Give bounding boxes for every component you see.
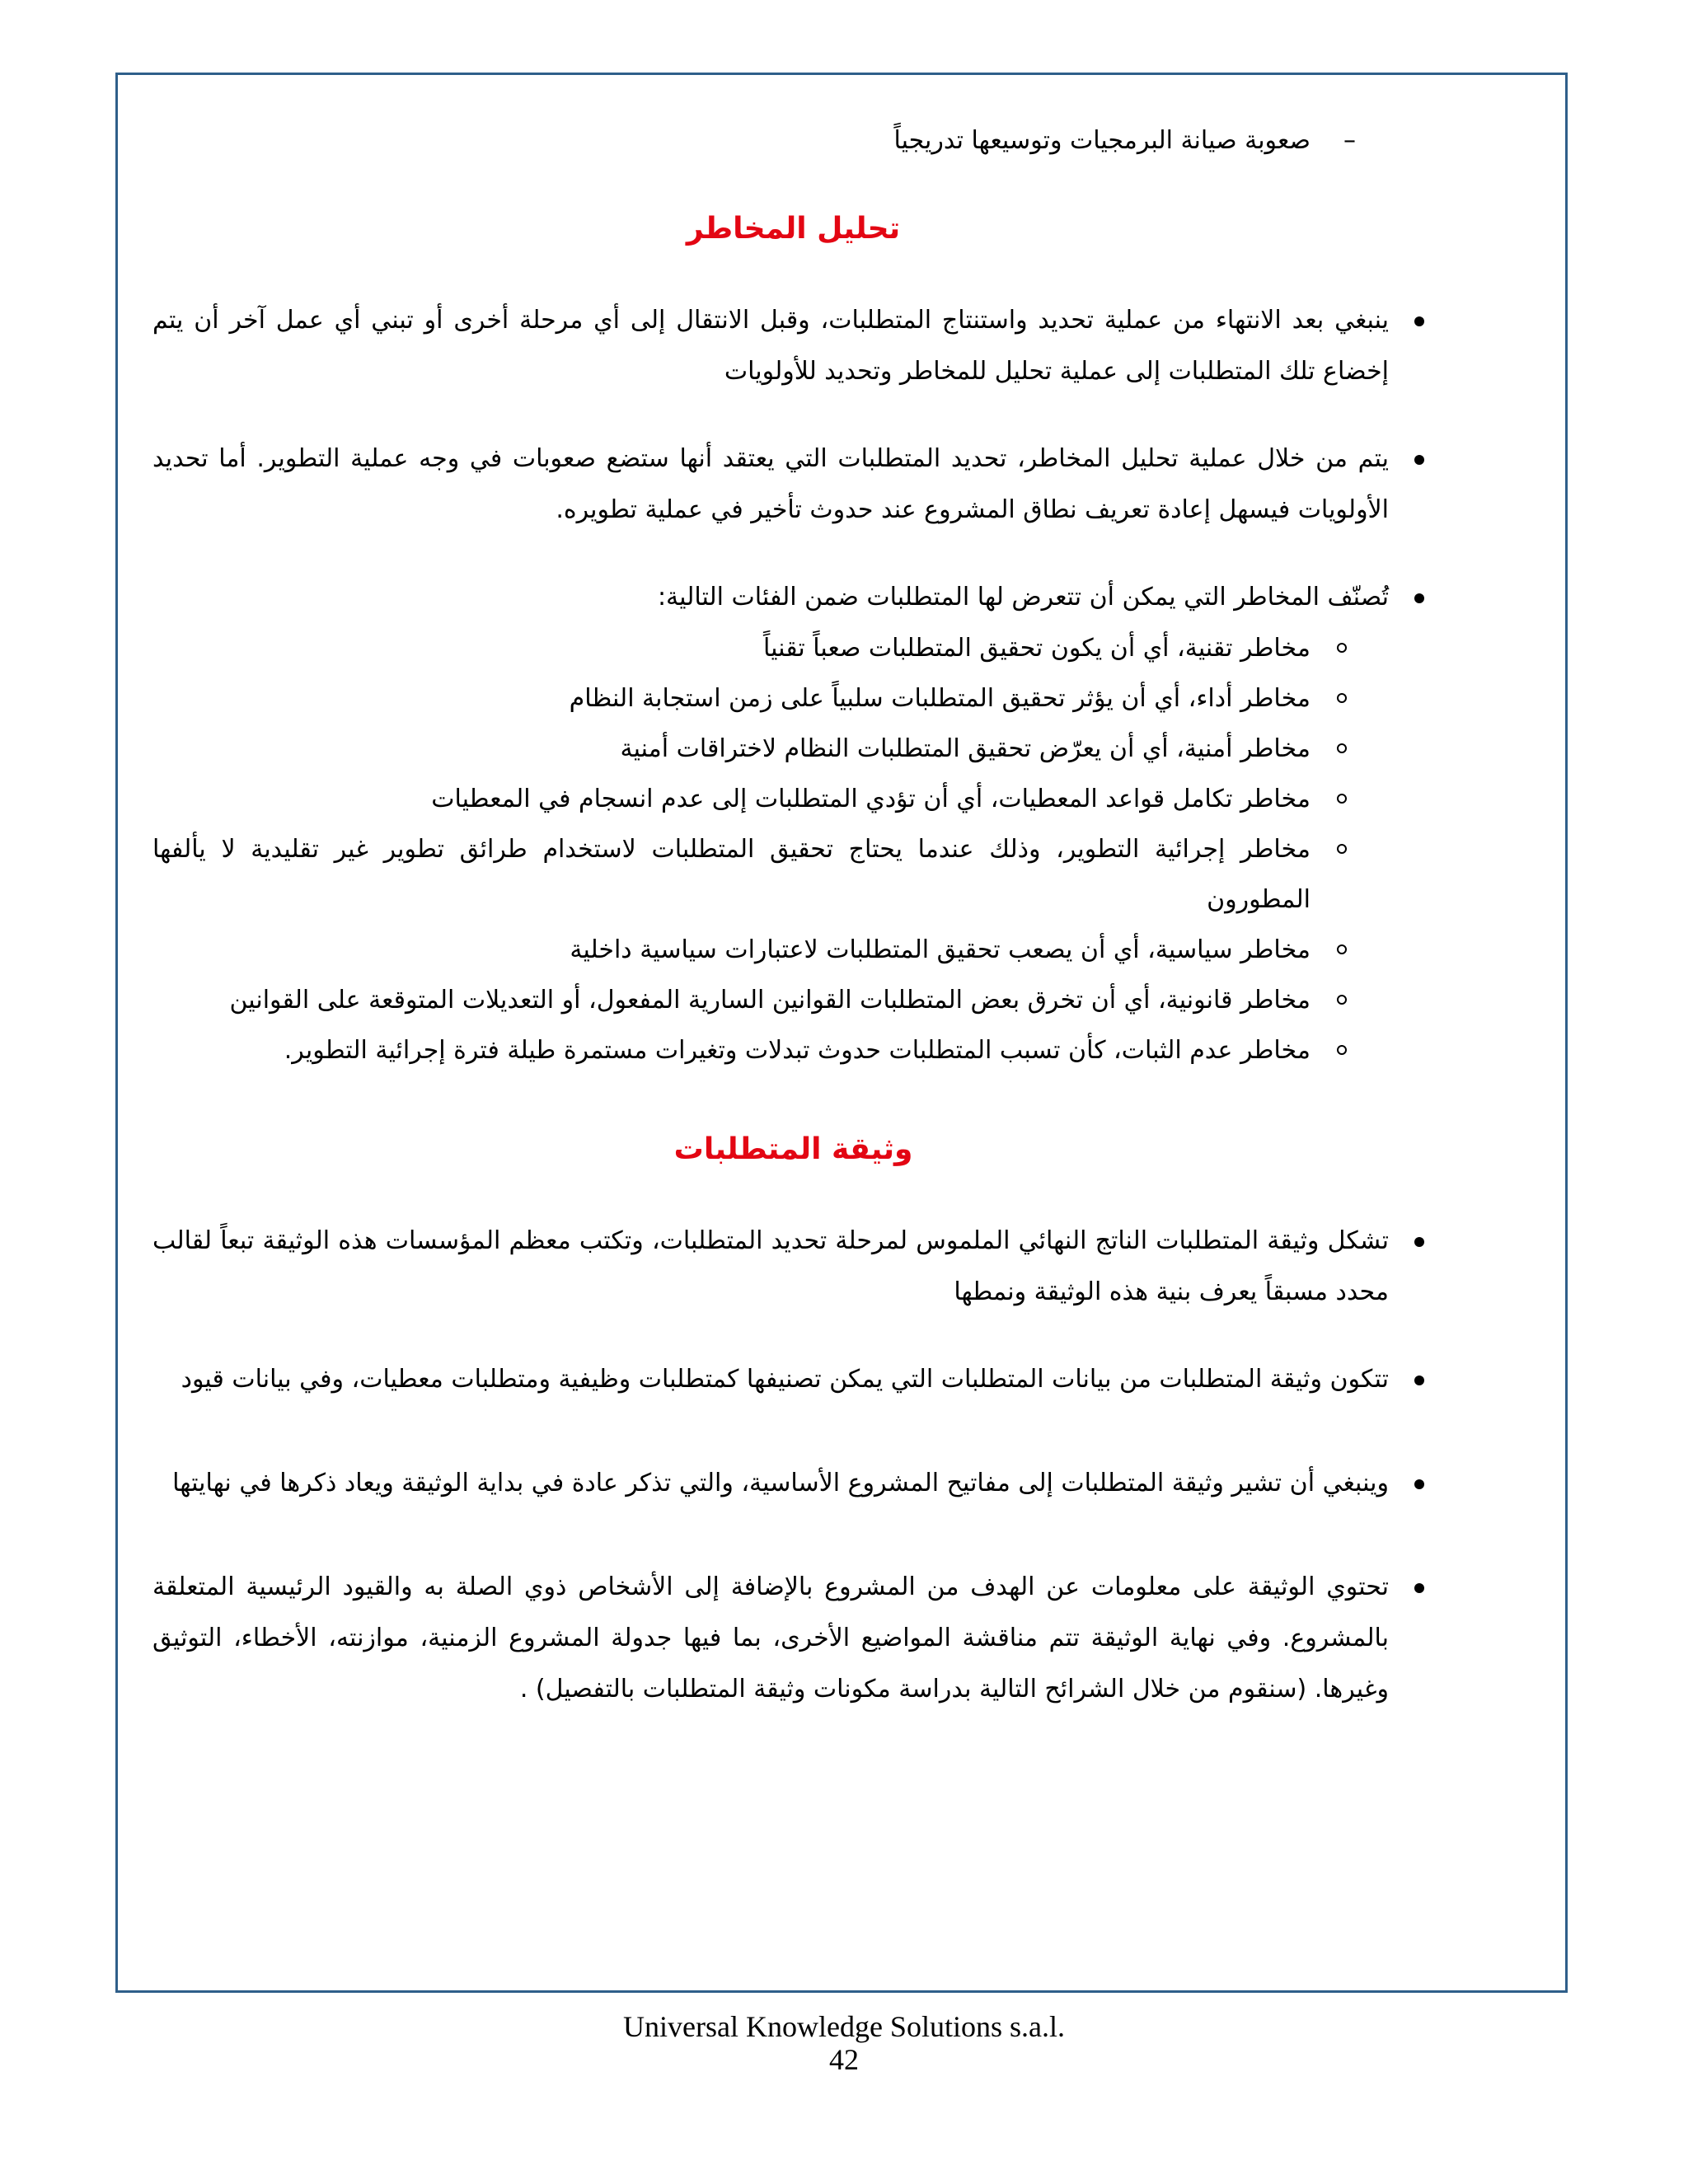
bullet-text: يتم من خلال عملية تحليل المخاطر، تحديد المتطلبات التي يعتقد أنها ستضع صعوبات في وجه عملية التطوير. أما تحديد الأولويات فيسهل إعادة تعريف نطاق المشروع عند حدوث تأخير في عملية تطويره.	[152, 444, 1389, 524]
risk-category-item	[152, 623, 1434, 673]
bullet-item	[152, 434, 1434, 536]
bullet-icon	[1414, 1479, 1424, 1489]
risk-category-list	[152, 623, 1434, 1076]
bullet-item	[152, 295, 1434, 397]
circle-bullet-icon	[1337, 794, 1347, 804]
bullet-text: تتكون وثيقة المتطلبات من بيانات المتطلبات التي يمكن تصنيفها كمتطلبات وظيفية ومتطلبات معطيات، وفي بيانات قيود	[181, 1365, 1389, 1394]
section-heading-risk-analysis: تحليل المخاطر	[686, 212, 901, 246]
dash-item-text: صعوبة صيانة البرمجيات وتوسيعها تدريجياً	[893, 126, 1311, 155]
bullet-item	[152, 1458, 1434, 1509]
risk-category-text: مخاطر قانونية، أي أن تخرق بعض المتطلبات القوانين السارية المفعول، أو التعديلات المتوقعة على القوانين	[229, 986, 1311, 1015]
bullet-text: تُصنّف المخاطر التي يمكن أن تتعرض لها المتطلبات ضمن الفئات التالية:	[657, 583, 1389, 612]
bullet-item	[152, 1354, 1434, 1405]
risk-category-item	[152, 774, 1434, 824]
risk-category-item	[152, 1025, 1434, 1076]
page-number: 42	[829, 2043, 859, 2076]
footer-company: Universal Knowledge Solutions s.a.l.	[623, 2010, 1065, 2043]
bullet-item	[152, 572, 1434, 1076]
circle-bullet-icon	[1337, 844, 1347, 854]
risk-category-text: مخاطر تكامل قواعد المعطيات، أي أن تؤدي المتطلبات إلى عدم انسجام في المعطيات	[431, 785, 1311, 813]
risk-category-item	[152, 724, 1434, 774]
circle-bullet-icon	[1337, 995, 1347, 1005]
dash-list-item	[152, 115, 1434, 166]
risk-category-item	[152, 824, 1434, 925]
circle-bullet-icon	[1337, 693, 1347, 703]
circle-bullet-icon	[1337, 643, 1347, 653]
bullet-text: تشكل وثيقة المتطلبات الناتج النهائي الملموس لمرحلة تحديد المتطلبات، وتكتب معظم المؤسسات هذه الوثيقة تبعاً لقالب محدد مسبقاً يعرف بنية هذه الوثيقة ونمطها	[152, 1226, 1389, 1306]
section-heading-requirements-document: وثيقة المتطلبات	[673, 1132, 913, 1166]
risk-category-text: مخاطر أمنية، أي أن يعرّض تحقيق المتطلبات النظام لاختراقات أمنية	[620, 734, 1311, 763]
bullet-icon	[1414, 1583, 1424, 1593]
bullet-item	[152, 1216, 1434, 1318]
risk-category-item	[152, 673, 1434, 724]
bullet-icon	[1414, 1376, 1424, 1385]
bullet-icon	[1414, 593, 1424, 603]
bullet-icon	[1414, 316, 1424, 326]
circle-bullet-icon	[1337, 1045, 1347, 1055]
risk-category-text: مخاطر إجرائية التطوير، وذلك عندما يحتاج تحقيق المتطلبات لاستخدام طرائق تطوير غير تقليدية لا يألفها المطورون	[152, 835, 1311, 914]
risk-category-item	[152, 925, 1434, 975]
risk-category-text: مخاطر عدم الثبات، كأن تسبب المتطلبات حدوث تبدلات وتغيرات مستمرة طيلة فترة إجرائية التطوير.	[284, 1036, 1311, 1065]
risk-category-text: مخاطر سياسية، أي أن يصعب تحقيق المتطلبات لاعتبارات سياسية داخلية	[570, 935, 1311, 964]
risk-category-text: مخاطر أداء، أي أن يؤثر تحقيق المتطلبات سلبياً على زمن استجابة النظام	[569, 684, 1311, 713]
bullet-icon	[1414, 1237, 1424, 1247]
dash-marker: –	[1343, 126, 1356, 155]
bullet-text: ينبغي بعد الانتهاء من عملية تحديد واستنتاج المتطلبات، وقبل الانتقال إلى أي مرحلة أخرى أو تبني أي عمل آخر أن يتم إخضاع تلك المتطلبات إلى عملية تحليل للمخاطر وتحديد للأولويات	[152, 306, 1389, 386]
bullet-text: وينبغي أن تشير وثيقة المتطلبات إلى مفاتيح المشروع الأساسية، والتي تذكر عادة في بداية الوثيقة ويعاد ذكرها في نهايتها	[172, 1469, 1389, 1497]
bullet-icon	[1414, 455, 1424, 465]
bullet-item	[152, 1562, 1434, 1715]
risk-category-item	[152, 975, 1434, 1025]
risk-category-text: مخاطر تقنية، أي أن يكون تحقيق المتطلبات صعباً تقنياً	[762, 634, 1311, 663]
bullet-text: تحتوي الوثيقة على معلومات عن الهدف من المشروع بالإضافة إلى الأشخاص ذوي الصلة به والقيود الرئيسية المتعلقة بالمشروع. وفي نهاية الوثيقة تتم مناقشة المواضيع الأخرى، بما فيها جدولة المشروع الزمنية، موازنته، الأخطاء، التوثيق وغيرها. (سنقوم من خلال الشرائح التالية بدراسة مكونات وثيقة المتطلبات بالتفصيل) .	[152, 1572, 1389, 1704]
circle-bullet-icon	[1337, 743, 1347, 753]
circle-bullet-icon	[1337, 944, 1347, 954]
page-content	[152, 115, 1434, 1751]
